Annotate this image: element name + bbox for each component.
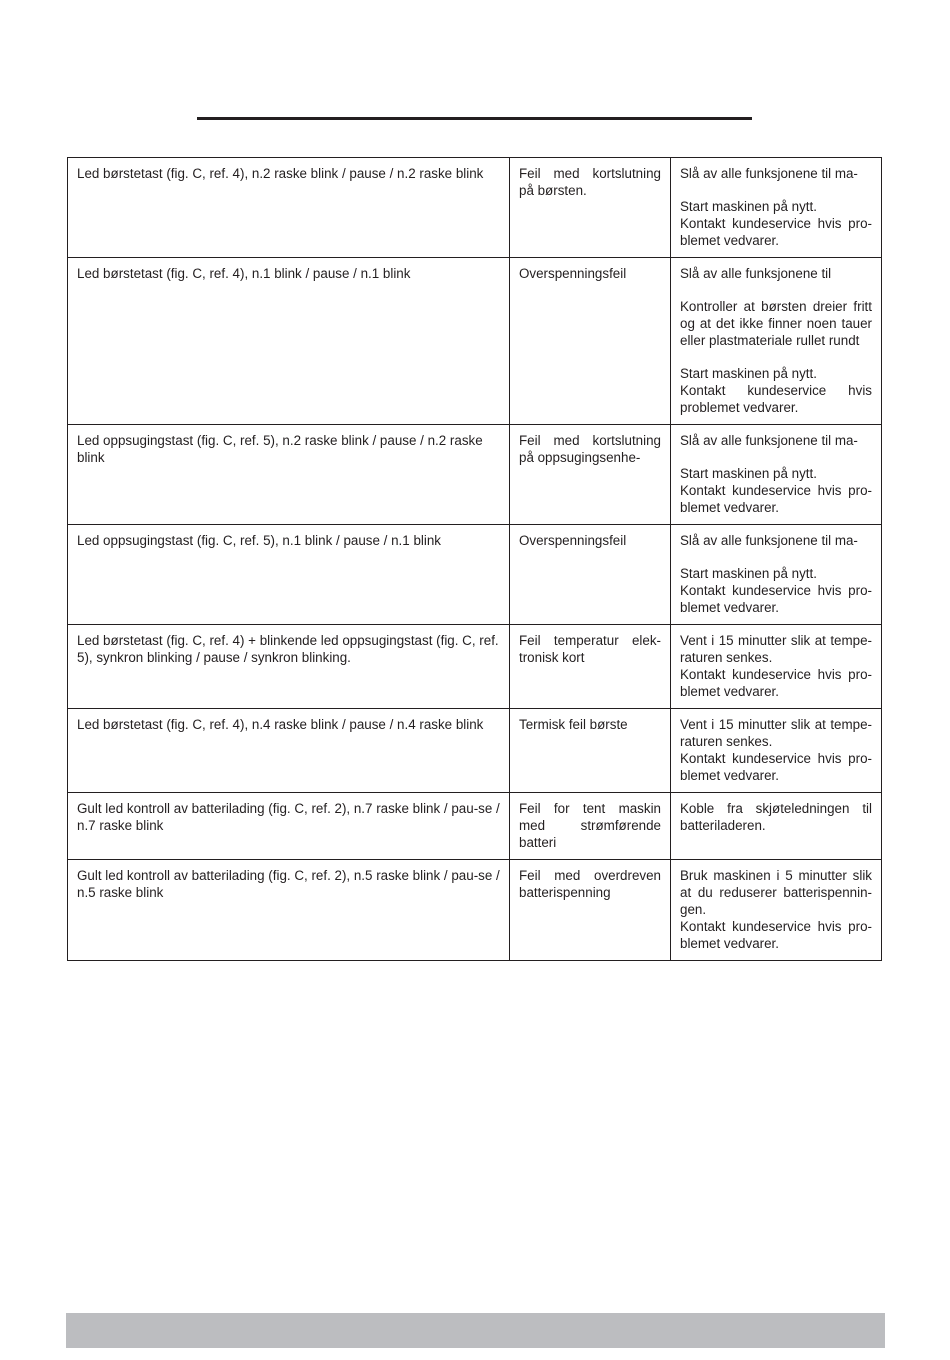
- table-row: [68, 525, 882, 625]
- solution-line: Kontakt kundeservice hvis pro-blemet vedvarer.: [680, 483, 872, 515]
- solution-paragraph: [680, 800, 872, 834]
- solution-paragraph: [680, 867, 872, 952]
- solution-paragraph: [680, 465, 872, 516]
- solution-line: Slå av alle funksjonene til ma-: [680, 533, 858, 548]
- solution-line: Start maskinen på nytt.: [680, 199, 817, 214]
- solution-line: Vent i 15 minutter slik at tempe-raturen senkes.: [680, 633, 872, 665]
- indicator-cell: Led børstetast (fig. C, ref. 4), n.1 blink / pause / n.1 blink: [68, 258, 510, 425]
- solution-line: Slå av alle funksjonene til ma-: [680, 433, 858, 448]
- solution-paragraph: [680, 165, 872, 182]
- solution-cell: [671, 525, 882, 625]
- fault-cell: Termisk feil børste: [510, 709, 671, 793]
- troubleshooting-table-body: [68, 158, 882, 961]
- solution-paragraph: [680, 198, 872, 249]
- solution-paragraph: [680, 532, 872, 549]
- solution-paragraph: [680, 716, 872, 784]
- solution-cell: [671, 709, 882, 793]
- solution-cell: [671, 625, 882, 709]
- fault-cell: Feil for tent maskin med strømførende batteri: [510, 793, 671, 860]
- solution-line: Start maskinen på nytt.: [680, 366, 817, 381]
- solution-line: Kontakt kundeservice hvis pro-blemet vedvarer.: [680, 751, 872, 783]
- fault-cell: Feil med kortslutning på oppsugingsenhe-: [510, 425, 671, 525]
- table-row: [68, 625, 882, 709]
- solution-cell: [671, 258, 882, 425]
- solution-paragraph: [680, 432, 872, 449]
- table-row: [68, 258, 882, 425]
- solution-paragraph: [680, 365, 872, 416]
- solution-line: Kontakt kundeservice hvis problemet vedvarer.: [680, 383, 872, 415]
- indicator-cell: Led oppsugingstast (fig. C, ref. 5), n.2 raske blink / pause / n.2 raske blink: [68, 425, 510, 525]
- solution-line: Vent i 15 minutter slik at tempe-raturen senkes.: [680, 717, 872, 749]
- indicator-cell: Led børstetast (fig. C, ref. 4) + blinkende led oppsugingstast (fig. C, ref. 5), synkron blinking / pause / synkron blinking.: [68, 625, 510, 709]
- solution-cell: [671, 793, 882, 860]
- solution-line: Bruk maskinen i 5 minutter slik at du reduserer batterispennin-gen.: [680, 868, 872, 917]
- solution-cell: [671, 860, 882, 961]
- indicator-cell: Gult led kontroll av batterilading (fig. C, ref. 2), n.5 raske blink / pau-se / n.5 raske blink: [68, 860, 510, 961]
- indicator-cell: Led børstetast (fig. C, ref. 4), n.2 raske blink / pause / n.2 raske blink: [68, 158, 510, 258]
- troubleshooting-table: [67, 157, 882, 961]
- fault-cell: Overspenningsfeil: [510, 525, 671, 625]
- solution-line: Koble fra skjøteledningen til batteriladeren.: [680, 801, 872, 833]
- solution-paragraph: [680, 298, 872, 349]
- solution-line: Kontroller at børsten dreier fritt og at det ikke finner noen tauer eller plastmateriale rullet rundt: [680, 299, 872, 348]
- table-row: [68, 860, 882, 961]
- solution-line: Start maskinen på nytt.: [680, 566, 817, 581]
- fault-cell: Feil med kortslutning på børsten.: [510, 158, 671, 258]
- solution-line: Slå av alle funksjonene til: [680, 266, 832, 281]
- solution-line: Start maskinen på nytt.: [680, 466, 817, 481]
- solution-line: Kontakt kundeservice hvis pro-blemet vedvarer.: [680, 667, 872, 699]
- solution-paragraph: [680, 265, 872, 282]
- header-rule: [197, 117, 752, 120]
- solution-cell: [671, 425, 882, 525]
- solution-paragraph: [680, 565, 872, 616]
- fault-cell: Feil med overdreven batterispenning: [510, 860, 671, 961]
- footer-bar: [66, 1313, 885, 1348]
- solution-paragraph: [680, 632, 872, 700]
- table-row: [68, 425, 882, 525]
- table-row: [68, 793, 882, 860]
- table-row: [68, 158, 882, 258]
- indicator-cell: Led oppsugingstast (fig. C, ref. 5), n.1 blink / pause / n.1 blink: [68, 525, 510, 625]
- solution-line: Kontakt kundeservice hvis pro-blemet vedvarer.: [680, 919, 872, 951]
- indicator-cell: Gult led kontroll av batterilading (fig. C, ref. 2), n.7 raske blink / pau-se / n.7 raske blink: [68, 793, 510, 860]
- table-row: [68, 709, 882, 793]
- fault-cell: Feil temperatur elek-tronisk kort: [510, 625, 671, 709]
- solution-line: Kontakt kundeservice hvis pro-blemet vedvarer.: [680, 216, 872, 248]
- solution-cell: [671, 158, 882, 258]
- solution-line: Slå av alle funksjonene til ma-: [680, 166, 858, 181]
- fault-cell: Overspenningsfeil: [510, 258, 671, 425]
- indicator-cell: Led børstetast (fig. C, ref. 4), n.4 raske blink / pause / n.4 raske blink: [68, 709, 510, 793]
- solution-line: Kontakt kundeservice hvis pro-blemet vedvarer.: [680, 583, 872, 615]
